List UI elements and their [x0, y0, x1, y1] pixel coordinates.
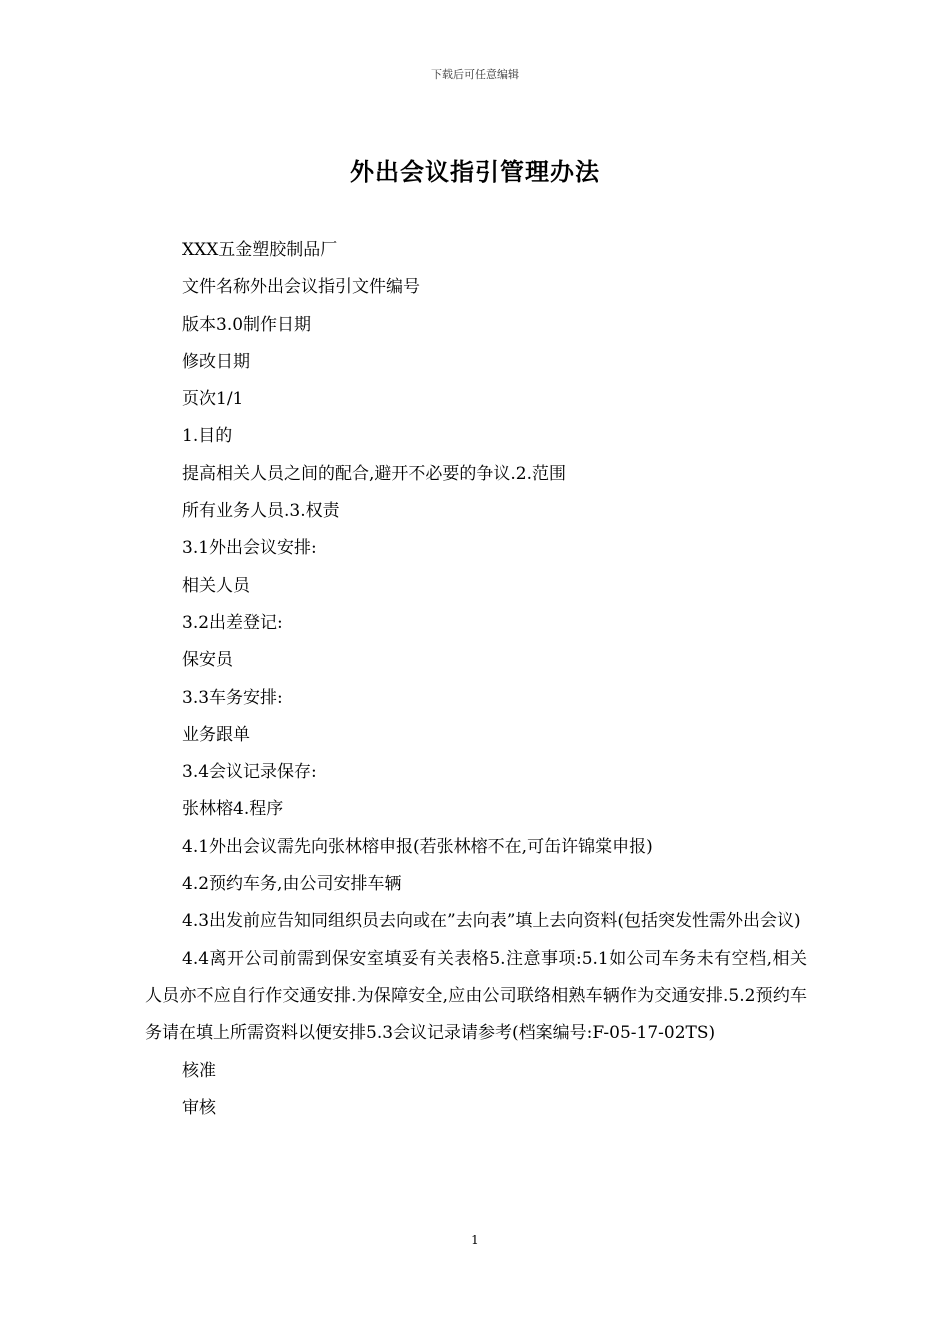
responsibility-3-3-heading: 3.3车务安排: — [182, 687, 283, 708]
review-line: 审核 — [182, 1097, 216, 1118]
page-number: 1 — [471, 1233, 479, 1247]
revision-date-line: 修改日期 — [182, 351, 250, 372]
responsibility-3-3-text: 业务跟单 — [182, 724, 250, 745]
responsibility-3-1-heading: 3.1外出会议安排: — [182, 538, 317, 559]
responsibility-3-4-heading: 3.4会议记录保存: — [182, 762, 317, 783]
purpose-text: 提高相关人员之间的配合,避开不必要的争议.2.范围 — [182, 463, 567, 484]
procedure-4-1: 4.1外出会议需先向张林榕申报(若张林榕不在,可缶许锦棠申报) — [182, 836, 653, 857]
document-title: 外出会议指引管理办法 — [350, 158, 600, 186]
responsibility-3-2-heading: 3.2出差登记: — [182, 612, 283, 633]
responsibility-3-2-text: 保安员 — [182, 650, 233, 671]
responsibility-3-4-text: 张林榕4.程序 — [182, 799, 284, 820]
procedure-4-3: 4.3出发前应告知同组织员去向或在”去向表”填上去向资料(包括突发性需外出会议) — [182, 911, 801, 932]
procedure-4-4: 4.4离开公司前需到保安室填妥有关表格5.注意事项:5.1如公司车务未有空档,相关人员亦不应自行作交通安排.为保障安全,应由公司联络相熟车辆作为交通安排.5.2预约车务请在填上所需资料以便安排5.3会议记录请参考(档案编号:F-05-17-02TS) — [145, 948, 807, 1044]
section-purpose-heading: 1.目的 — [182, 426, 233, 447]
document-body — [145, 232, 807, 1127]
scope-text: 所有业务人员.3.权责 — [182, 501, 340, 522]
download-note: 下载后可任意编辑 — [431, 68, 519, 81]
file-name-line: 文件名称外出会议指引文件编号 — [182, 277, 420, 298]
company-name-line: XXX五金塑胶制品厂 — [182, 240, 338, 260]
version-line: 版本3.0制作日期 — [182, 314, 312, 335]
responsibility-3-1-text: 相关人员 — [182, 575, 250, 596]
page-count-line: 页次1/1 — [182, 389, 244, 410]
procedure-4-2: 4.2预约车务,由公司安排车辆 — [182, 874, 402, 895]
approval-line: 核准 — [182, 1060, 216, 1081]
